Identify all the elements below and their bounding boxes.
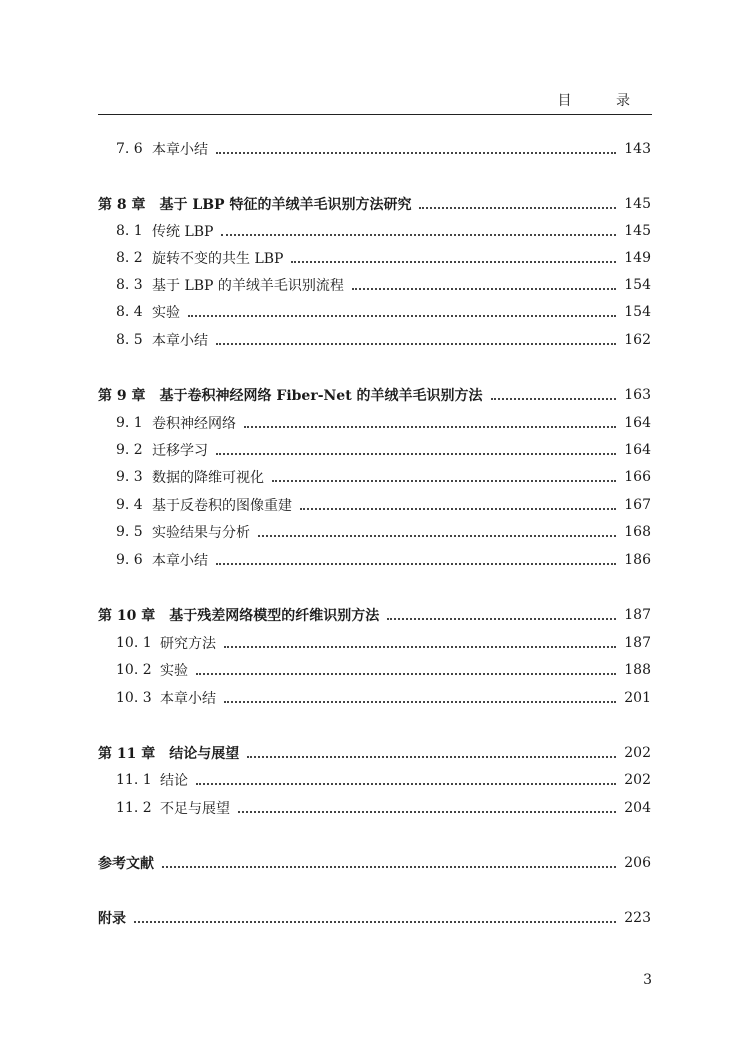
toc-entry-title: 基于残差网络模型的纤维识别方法 <box>169 608 380 624</box>
toc-chapter-entry[interactable] <box>98 191 651 217</box>
toc-section-entry[interactable] <box>116 327 651 353</box>
toc-section-entry[interactable] <box>116 519 651 545</box>
toc-entry-number: 8. 3 <box>116 277 143 293</box>
toc-section-entry[interactable] <box>116 464 651 490</box>
page-number: 3 <box>643 972 652 988</box>
toc-entry-number: 9. 5 <box>116 524 143 540</box>
toc-entry-number: 第 8 章 <box>98 197 146 213</box>
toc-entry-page: 154 <box>624 277 651 293</box>
toc-chapter-entry[interactable] <box>98 602 651 628</box>
toc-section-entry[interactable] <box>116 218 651 244</box>
toc-entry-number: 8. 5 <box>116 332 143 348</box>
toc-entry-number: 8. 2 <box>116 250 143 266</box>
toc-entry-number: 第 10 章 <box>98 608 156 624</box>
toc-entry-page: 202 <box>624 772 651 788</box>
toc-entry-title: 研究方法 <box>160 636 216 652</box>
toc-entry-page: 167 <box>624 497 651 513</box>
toc-entry-title: 结论 <box>160 773 188 789</box>
toc-entry-page: 202 <box>624 745 651 761</box>
toc-dot-leader <box>216 342 616 345</box>
toc-entry-number: 第 9 章 <box>98 388 146 404</box>
toc-chapter-entry[interactable] <box>98 382 651 408</box>
toc-entry-title: 附录 <box>98 911 126 927</box>
toc-section-entry[interactable] <box>116 492 651 518</box>
toc-entry-number: 10. 3 <box>116 690 152 706</box>
toc-entry-number: 10. 1 <box>116 635 152 651</box>
toc-entry-page: 164 <box>624 415 651 431</box>
toc-section-entry[interactable] <box>116 767 651 793</box>
toc-dot-leader <box>247 755 616 758</box>
toc-section-entry[interactable] <box>116 136 651 162</box>
toc-entry-title: 迁移学习 <box>152 443 208 459</box>
running-header <box>98 90 652 115</box>
toc-section-entry[interactable] <box>116 547 651 573</box>
toc-dot-leader <box>387 617 616 620</box>
toc-entry-title: 数据的降维可视化 <box>152 470 264 486</box>
toc-dot-leader <box>491 397 617 400</box>
toc-entry-number: 7. 6 <box>116 141 143 157</box>
toc-entry-page: 145 <box>624 196 651 212</box>
toc-entry-title: 不足与展望 <box>160 801 230 817</box>
toc-entry-title: 本章小结 <box>160 691 216 707</box>
toc-dot-leader <box>291 260 616 263</box>
toc-entry-title: 实验结果与分析 <box>152 525 250 541</box>
toc-entry-title: 卷积神经网络 <box>152 416 236 432</box>
toc-entry-title: 传统 LBP <box>152 224 214 240</box>
toc-dot-leader <box>216 151 616 154</box>
toc-entry-page: 143 <box>624 141 651 157</box>
running-header-title: 目 录 <box>557 93 650 109</box>
toc-dot-leader <box>188 314 616 317</box>
toc-entry-page: 201 <box>624 690 651 706</box>
toc-dot-leader <box>258 534 616 537</box>
toc-entry-title: 基于反卷积的图像重建 <box>152 498 292 514</box>
toc-dot-leader <box>238 810 616 813</box>
toc-entry-title: 实验 <box>160 663 188 679</box>
toc-entry-page: 149 <box>624 250 651 266</box>
toc-entry-page: 145 <box>624 223 651 239</box>
toc-dot-leader <box>216 562 616 565</box>
toc-section-entry[interactable] <box>116 299 651 325</box>
toc-entry-number: 11. 1 <box>116 772 152 788</box>
toc-entry-number: 8. 4 <box>116 304 143 320</box>
toc-dot-leader <box>300 507 616 510</box>
toc-dot-leader <box>419 206 616 209</box>
toc-entry-title: 基于 LBP 特征的羊绒羊毛识别方法研究 <box>159 197 412 213</box>
toc-dot-leader <box>272 479 616 482</box>
toc-entry-title: 本章小结 <box>152 553 208 569</box>
toc-entry-number: 9. 2 <box>116 442 143 458</box>
toc-section-entry[interactable] <box>116 272 651 298</box>
toc-entry-number: 9. 6 <box>116 552 143 568</box>
toc-dot-leader <box>134 920 616 923</box>
toc-entry-page: 187 <box>624 607 651 623</box>
toc-entry-title: 本章小结 <box>152 142 208 158</box>
toc-dot-leader <box>224 645 616 648</box>
toc-entry-page: 154 <box>624 304 651 320</box>
toc-entry-page: 187 <box>624 635 651 651</box>
toc-dot-leader <box>244 425 616 428</box>
toc-entry-number: 9. 3 <box>116 469 143 485</box>
toc-section-entry[interactable] <box>116 657 651 683</box>
toc-section-entry[interactable] <box>116 245 651 271</box>
toc-entry-page: 163 <box>624 387 651 403</box>
toc-dot-leader <box>162 865 616 868</box>
toc-entry-number: 8. 1 <box>116 223 143 239</box>
toc-entry-page: 188 <box>624 662 651 678</box>
toc-entry-page: 186 <box>624 552 651 568</box>
toc-entry-title: 结论与展望 <box>169 746 240 762</box>
toc-entry-number: 9. 1 <box>116 415 143 431</box>
toc-entry-number: 11. 2 <box>116 800 152 816</box>
toc-dot-leader <box>216 452 616 455</box>
toc-section-entry[interactable] <box>116 685 651 711</box>
toc-entry-number: 9. 4 <box>116 497 143 513</box>
toc-entry-page: 204 <box>624 800 651 816</box>
toc-entry-page: 164 <box>624 442 651 458</box>
toc-entry-page: 168 <box>624 524 651 540</box>
toc-section-entry[interactable] <box>116 630 651 656</box>
toc-chapter-entry[interactable] <box>98 740 651 766</box>
toc-entry-page: 162 <box>624 332 651 348</box>
toc-dot-leader <box>196 782 616 785</box>
toc-entry-title: 参考文献 <box>98 856 154 872</box>
toc-chapter-entry[interactable] <box>98 905 651 931</box>
toc-section-entry[interactable] <box>116 437 651 463</box>
toc-dot-leader <box>196 672 616 675</box>
toc-dot-leader <box>221 233 616 236</box>
toc-entry-title: 实验 <box>152 305 180 321</box>
toc-entry-number: 第 11 章 <box>98 746 156 762</box>
toc-entry-title: 基于卷积神经网络 Fiber-Net 的羊绒羊毛识别方法 <box>159 388 483 404</box>
toc-entry-title: 基于 LBP 的羊绒羊毛识别流程 <box>152 278 344 294</box>
toc-entry-page: 166 <box>624 469 651 485</box>
toc-section-entry[interactable] <box>116 410 651 436</box>
toc-entry-page: 206 <box>624 855 651 871</box>
toc-section-entry[interactable] <box>116 795 651 821</box>
toc-entry-title: 本章小结 <box>152 333 208 349</box>
toc-dot-leader <box>352 287 616 290</box>
toc-entry-number: 10. 2 <box>116 662 152 678</box>
toc-entry-page: 223 <box>624 910 651 926</box>
toc-dot-leader <box>224 700 616 703</box>
toc-chapter-entry[interactable] <box>98 850 651 876</box>
toc-entry-title: 旋转不变的共生 LBP <box>152 251 284 267</box>
